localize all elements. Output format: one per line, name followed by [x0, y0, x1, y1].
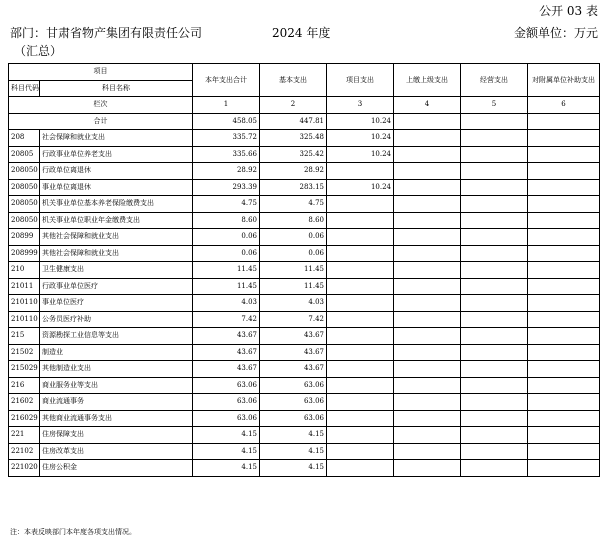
row-basic: 4.15	[260, 427, 327, 444]
row-code: 215	[9, 328, 40, 345]
row-basic: 63.06	[260, 394, 327, 411]
row-code: 221020	[9, 460, 40, 477]
row-upper	[394, 262, 461, 279]
table-row	[9, 245, 600, 262]
col-header-subsidy: 对附属单位补助支出	[528, 64, 600, 97]
row-total: 8.60	[193, 212, 260, 229]
summary-label: （汇总）	[14, 44, 63, 58]
total-row	[9, 113, 600, 130]
row-upper	[394, 212, 461, 229]
row-project	[327, 328, 394, 345]
row-upper	[394, 361, 461, 378]
row-upper	[394, 328, 461, 345]
row-upper	[394, 295, 461, 312]
row-name: 其他社会保障和就业支出	[40, 229, 193, 246]
row-name: 住房公积金	[40, 460, 193, 477]
total-label: 合计	[9, 113, 193, 130]
row-subsidy	[528, 229, 600, 246]
row-upper	[394, 179, 461, 196]
total-value	[394, 113, 461, 130]
row-total: 43.67	[193, 328, 260, 345]
row-subsidy	[528, 410, 600, 427]
col-header-project: 项目支出	[327, 64, 394, 97]
index-row	[9, 97, 600, 114]
row-business	[461, 443, 528, 460]
row-subsidy	[528, 344, 600, 361]
row-code: 216	[9, 377, 40, 394]
row-subsidy	[528, 427, 600, 444]
row-project: 10.24	[327, 179, 394, 196]
row-code: 20805	[9, 146, 40, 163]
row-upper	[394, 410, 461, 427]
row-name: 机关事业单位基本养老保险缴费支出	[40, 196, 193, 213]
row-project: 10.24	[327, 146, 394, 163]
row-subsidy	[528, 245, 600, 262]
row-name: 住房保障支出	[40, 427, 193, 444]
row-total: 4.15	[193, 443, 260, 460]
row-project	[327, 295, 394, 312]
row-project	[327, 443, 394, 460]
row-project	[327, 377, 394, 394]
row-code: 208999	[9, 245, 40, 262]
index-label: 栏次	[9, 97, 193, 114]
row-code: 20899	[9, 229, 40, 246]
index-num: 2	[260, 97, 327, 114]
row-name: 住房改革支出	[40, 443, 193, 460]
row-project	[327, 196, 394, 213]
index-num: 6	[528, 97, 600, 114]
table-row	[9, 328, 600, 345]
row-total: 63.06	[193, 410, 260, 427]
table-row	[9, 163, 600, 180]
row-subsidy	[528, 377, 600, 394]
table-row	[9, 410, 600, 427]
row-code: 21011	[9, 278, 40, 295]
table-row	[9, 179, 600, 196]
row-total: 43.67	[193, 344, 260, 361]
row-project	[327, 163, 394, 180]
row-basic: 7.42	[260, 311, 327, 328]
footnote: 注：本表反映部门本年度各项支出情况。	[10, 528, 136, 536]
table-row	[9, 229, 600, 246]
row-upper	[394, 377, 461, 394]
index-num: 5	[461, 97, 528, 114]
row-total: 63.06	[193, 394, 260, 411]
row-basic: 63.06	[260, 410, 327, 427]
row-name: 公务员医疗补助	[40, 311, 193, 328]
total-value: 458.05	[193, 113, 260, 130]
row-upper	[394, 344, 461, 361]
year-label: 2024 年度	[272, 26, 331, 40]
row-basic: 325.42	[260, 146, 327, 163]
row-subsidy	[528, 163, 600, 180]
row-code: 215029	[9, 361, 40, 378]
table-row	[9, 427, 600, 444]
row-project	[327, 410, 394, 427]
row-business	[461, 262, 528, 279]
row-project	[327, 262, 394, 279]
row-name: 行政事业单位医疗	[40, 278, 193, 295]
row-project	[327, 278, 394, 295]
row-total: 28.92	[193, 163, 260, 180]
row-code: 210	[9, 262, 40, 279]
total-value: 10.24	[327, 113, 394, 130]
row-subsidy	[528, 130, 600, 147]
row-total: 0.06	[193, 229, 260, 246]
row-subsidy	[528, 146, 600, 163]
row-project: 10.24	[327, 130, 394, 147]
row-project	[327, 344, 394, 361]
table-row	[9, 361, 600, 378]
row-total: 335.72	[193, 130, 260, 147]
row-code: 216029	[9, 410, 40, 427]
row-upper	[394, 427, 461, 444]
row-subsidy	[528, 212, 600, 229]
col-header-total: 本年支出合计	[193, 64, 260, 97]
row-subsidy	[528, 278, 600, 295]
row-project	[327, 427, 394, 444]
row-basic: 4.15	[260, 460, 327, 477]
row-total: 7.42	[193, 311, 260, 328]
row-basic: 4.15	[260, 443, 327, 460]
total-value	[528, 113, 600, 130]
row-project	[327, 311, 394, 328]
row-subsidy	[528, 196, 600, 213]
row-project	[327, 460, 394, 477]
row-business	[461, 344, 528, 361]
row-name: 机关事业单位职业年金缴费支出	[40, 212, 193, 229]
row-business	[461, 196, 528, 213]
row-business	[461, 212, 528, 229]
row-total: 4.75	[193, 196, 260, 213]
col-header-business: 经营支出	[461, 64, 528, 97]
row-basic: 283.15	[260, 179, 327, 196]
group-header: 项目	[9, 64, 193, 81]
row-business	[461, 361, 528, 378]
row-business	[461, 410, 528, 427]
row-basic: 11.45	[260, 278, 327, 295]
row-basic: 8.60	[260, 212, 327, 229]
row-project	[327, 229, 394, 246]
row-code: 208050	[9, 179, 40, 196]
row-business	[461, 179, 528, 196]
row-code: 221	[9, 427, 40, 444]
row-total: 0.06	[193, 245, 260, 262]
total-value	[461, 113, 528, 130]
row-code: 210110	[9, 311, 40, 328]
row-code: 208050	[9, 212, 40, 229]
row-basic: 43.67	[260, 344, 327, 361]
row-name: 商业服务业等支出	[40, 377, 193, 394]
row-business	[461, 163, 528, 180]
row-project	[327, 394, 394, 411]
row-code: 208050	[9, 196, 40, 213]
row-upper	[394, 278, 461, 295]
row-business	[461, 229, 528, 246]
row-name: 社会保障和就业支出	[40, 130, 193, 147]
row-name: 制造业	[40, 344, 193, 361]
table-row	[9, 262, 600, 279]
row-subsidy	[528, 394, 600, 411]
row-code: 21602	[9, 394, 40, 411]
row-total: 4.15	[193, 460, 260, 477]
table-row	[9, 377, 600, 394]
col-header-code: 科目代码	[9, 80, 40, 97]
table-row	[9, 394, 600, 411]
row-total: 335.66	[193, 146, 260, 163]
table-row	[9, 212, 600, 229]
row-basic: 43.67	[260, 328, 327, 345]
col-header-basic: 基本支出	[260, 64, 327, 97]
row-upper	[394, 146, 461, 163]
row-basic: 325.48	[260, 130, 327, 147]
row-name: 其他制造业支出	[40, 361, 193, 378]
row-name: 事业单位离退休	[40, 179, 193, 196]
row-subsidy	[528, 361, 600, 378]
total-value: 447.81	[260, 113, 327, 130]
table-row	[9, 146, 600, 163]
row-subsidy	[528, 179, 600, 196]
row-basic: 28.92	[260, 163, 327, 180]
row-business	[461, 328, 528, 345]
row-total: 4.03	[193, 295, 260, 312]
row-basic: 11.45	[260, 262, 327, 279]
row-name: 其他社会保障和就业支出	[40, 245, 193, 262]
row-basic: 4.75	[260, 196, 327, 213]
row-name: 行政单位离退休	[40, 163, 193, 180]
row-basic: 63.06	[260, 377, 327, 394]
row-basic: 43.67	[260, 361, 327, 378]
index-num: 3	[327, 97, 394, 114]
row-name: 其他商业流通事务支出	[40, 410, 193, 427]
col-header-name: 科目名称	[40, 80, 193, 97]
row-total: 43.67	[193, 361, 260, 378]
index-num: 1	[193, 97, 260, 114]
row-total: 63.06	[193, 377, 260, 394]
row-subsidy	[528, 328, 600, 345]
row-business	[461, 278, 528, 295]
table-row	[9, 278, 600, 295]
row-code: 21502	[9, 344, 40, 361]
row-upper	[394, 443, 461, 460]
row-upper	[394, 394, 461, 411]
row-code: 210110	[9, 295, 40, 312]
row-basic: 0.06	[260, 229, 327, 246]
table-row	[9, 443, 600, 460]
row-business	[461, 311, 528, 328]
row-upper	[394, 163, 461, 180]
row-upper	[394, 130, 461, 147]
row-business	[461, 245, 528, 262]
row-business	[461, 427, 528, 444]
row-basic: 0.06	[260, 245, 327, 262]
row-code: 208050	[9, 163, 40, 180]
table-row	[9, 311, 600, 328]
row-subsidy	[528, 460, 600, 477]
row-upper	[394, 229, 461, 246]
row-project	[327, 245, 394, 262]
row-business	[461, 394, 528, 411]
col-header-upper: 上缴上级支出	[394, 64, 461, 97]
row-business	[461, 130, 528, 147]
row-name: 事业单位医疗	[40, 295, 193, 312]
row-business	[461, 146, 528, 163]
row-total: 4.15	[193, 427, 260, 444]
unit-label: 金额单位：万元	[513, 26, 598, 40]
table-row	[9, 196, 600, 213]
row-upper	[394, 245, 461, 262]
row-project	[327, 212, 394, 229]
department-label: 部门：甘肃省物产集团有限责任公司	[10, 26, 203, 40]
row-basic: 4.03	[260, 295, 327, 312]
row-name: 商业流通事务	[40, 394, 193, 411]
row-total: 11.45	[193, 278, 260, 295]
expenditure-table	[8, 63, 600, 477]
row-upper	[394, 196, 461, 213]
row-project	[327, 361, 394, 378]
row-name: 卫生健康支出	[40, 262, 193, 279]
row-subsidy	[528, 311, 600, 328]
row-name: 资源勘探工业信息等支出	[40, 328, 193, 345]
row-business	[461, 460, 528, 477]
row-upper	[394, 311, 461, 328]
row-code: 208	[9, 130, 40, 147]
form-number: 公开 03 表	[539, 4, 598, 18]
row-total: 293.39	[193, 179, 260, 196]
row-code: 22102	[9, 443, 40, 460]
table-row	[9, 344, 600, 361]
row-business	[461, 377, 528, 394]
row-business	[461, 295, 528, 312]
row-upper	[394, 460, 461, 477]
row-subsidy	[528, 262, 600, 279]
row-subsidy	[528, 443, 600, 460]
row-total: 11.45	[193, 262, 260, 279]
table-row	[9, 295, 600, 312]
table-row	[9, 130, 600, 147]
row-subsidy	[528, 295, 600, 312]
row-name: 行政事业单位养老支出	[40, 146, 193, 163]
table-row	[9, 460, 600, 477]
index-num: 4	[394, 97, 461, 114]
